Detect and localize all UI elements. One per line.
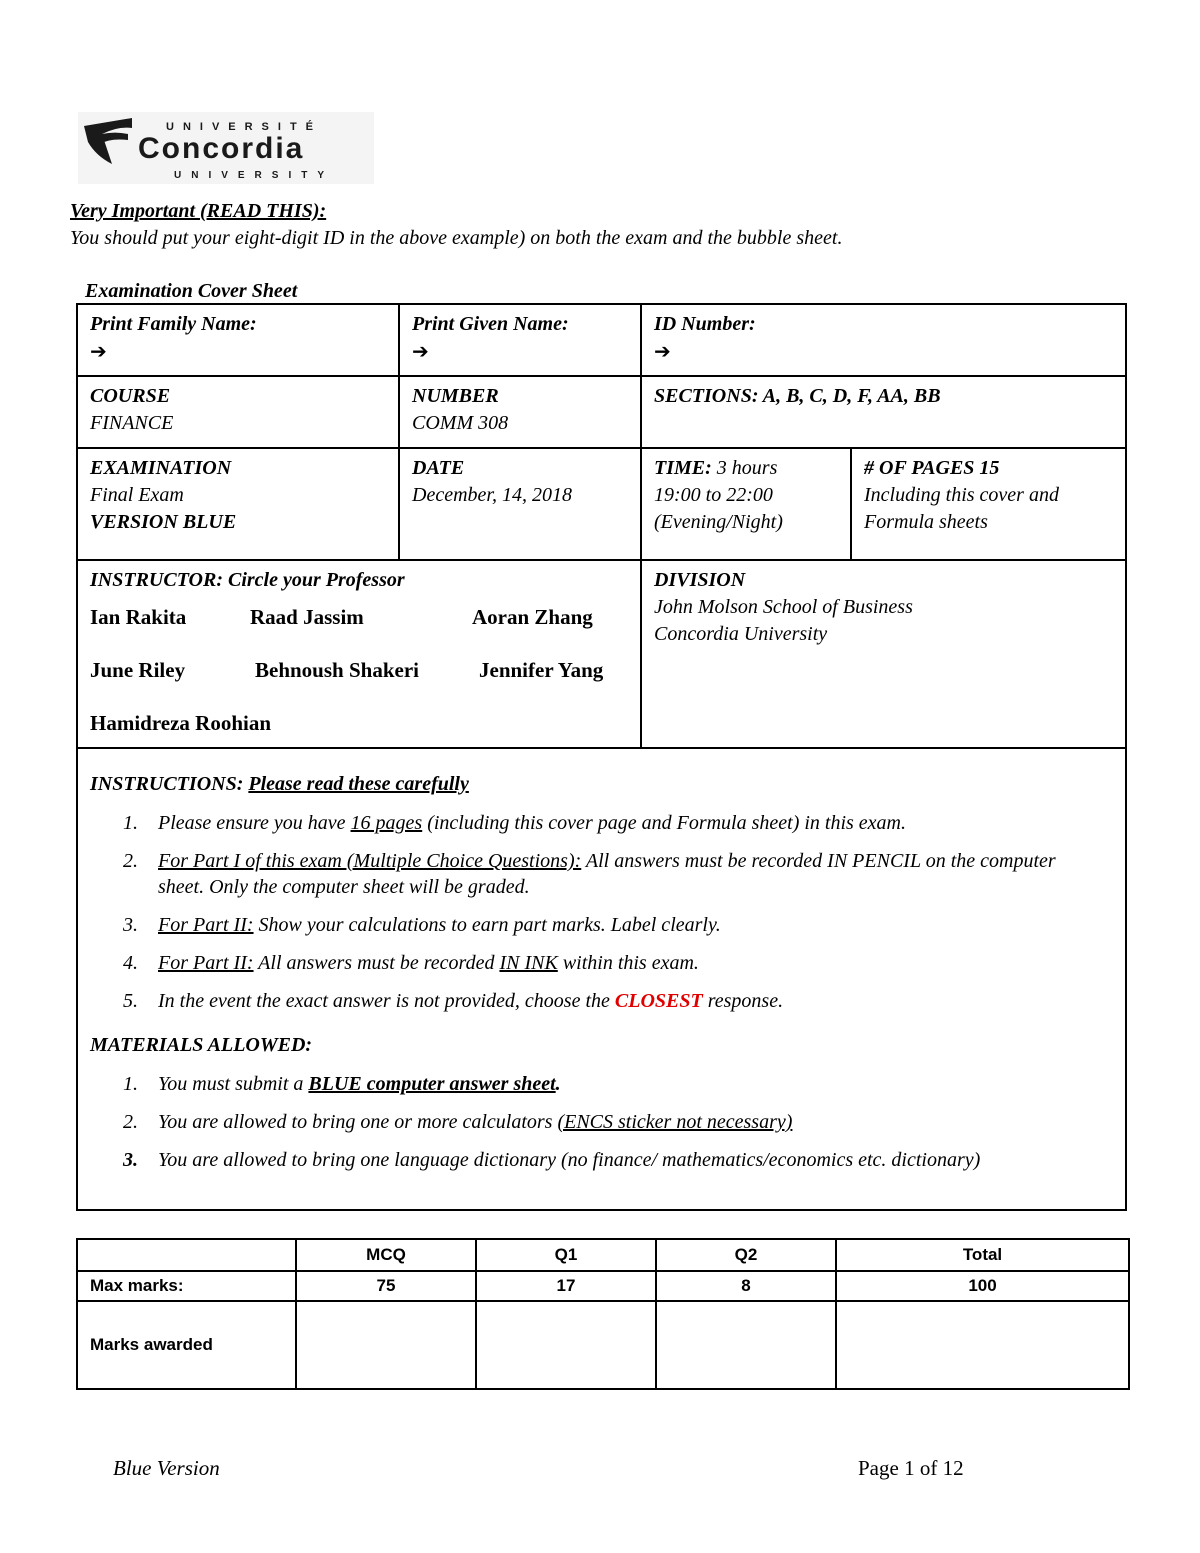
logo-bottom-text: UNIVERSITY	[174, 170, 335, 181]
course-cell	[77, 376, 399, 448]
number-label: NUMBER	[412, 385, 499, 407]
time-range: 19:00 to 22:00	[654, 484, 773, 506]
pages-note-2: Formula sheets	[864, 511, 988, 533]
closest-emphasis: CLOSEST	[614, 990, 703, 1012]
table-header-cell: Total	[836, 1239, 1129, 1271]
table-row	[77, 1301, 1129, 1389]
arrow-icon: ➔	[412, 339, 429, 363]
family-name-cell[interactable]	[77, 304, 399, 376]
table-header-cell	[77, 1239, 296, 1271]
time-label: TIME:	[654, 457, 712, 479]
examination-cell	[77, 448, 399, 560]
instructions-list	[90, 810, 1113, 1014]
pages-note-1: Including this cover and	[864, 484, 1059, 506]
list-item: 3. You are allowed to bring one language dictionary (no finance/ mathematics/economics etc. dictionary)	[123, 1149, 981, 1171]
list-item: 2. You are allowed to bring one or more calculators (ENCS sticker not necessary)	[123, 1111, 793, 1133]
instructions-heading-underlined: Please read these carefully	[248, 773, 469, 795]
professor-name[interactable]: Jennifer Yang	[479, 658, 604, 682]
footer-version: Blue Version	[113, 1456, 220, 1480]
version-label: VERSION BLUE	[90, 511, 237, 533]
date-cell	[399, 448, 641, 560]
course-value: FINANCE	[90, 412, 174, 434]
list-item: 3. For Part II: Show your calculations to earn part marks. Label clearly.	[123, 914, 721, 936]
time-value: 3 hours	[711, 457, 778, 479]
professor-name[interactable]: Ian Rakita	[90, 605, 187, 629]
professor-name[interactable]: Aoran Zhang	[472, 605, 593, 629]
given-name-label: Print Given Name:	[412, 313, 569, 335]
list-item: 5. In the event the exact answer is not provided, choose the CLOSEST response.	[123, 990, 784, 1012]
marks-entry-cell[interactable]	[836, 1301, 1129, 1389]
list-item: 4. For Part II: All answers must be recorded IN INK within this exam.	[123, 952, 699, 974]
pages-cell	[851, 448, 1126, 560]
arrow-icon: ➔	[654, 339, 671, 363]
arrow-icon: ➔	[90, 339, 107, 363]
course-label: COURSE	[90, 385, 171, 407]
materials-list	[90, 1071, 1113, 1173]
professor-name[interactable]: Behnoush Shakeri	[255, 658, 419, 682]
examination-label: EXAMINATION	[90, 457, 232, 479]
cover-sheet-title: Examination Cover Sheet	[85, 280, 298, 302]
id-number-cell[interactable]	[641, 304, 1126, 376]
logo-name-text: Concordia	[138, 132, 305, 165]
family-name-label: Print Family Name:	[90, 313, 257, 335]
professor-name[interactable]: June Riley	[90, 658, 186, 682]
max-marks-label: Max marks:	[77, 1271, 296, 1301]
date-value: December, 14, 2018	[412, 484, 572, 506]
table-header-cell: Q1	[476, 1239, 656, 1271]
table-cell: 8	[656, 1271, 836, 1301]
list-item: 2. For Part I of this exam (Multiple Choice Questions): All answers must be recorded IN PENCIL on the computer sheet. Only the computer sheet will be graded.	[123, 850, 1056, 898]
sections-label: SECTIONS: A, B, C, D, F, AA, BB	[654, 385, 941, 407]
table-row	[77, 1271, 1129, 1301]
cover-sheet-table	[76, 303, 1127, 1211]
instructions-heading: INSTRUCTIONS: Please read these carefully	[90, 773, 469, 795]
table-cell: 17	[476, 1271, 656, 1301]
list-item: 1. Please ensure you have 16 pages (including this cover page and Formula sheet) in this exam.	[123, 812, 907, 834]
division-line-1: John Molson School of Business	[654, 596, 913, 618]
instructions-cell	[77, 748, 1126, 1210]
table-row	[77, 1239, 1129, 1271]
instructor-label: INSTRUCTOR: Circle your Professor	[90, 569, 405, 591]
materials-heading: MATERIALS ALLOWED:	[90, 1034, 313, 1056]
id-number-label: ID Number:	[654, 313, 756, 335]
marks-entry-cell[interactable]	[296, 1301, 476, 1389]
marks-entry-cell[interactable]	[476, 1301, 656, 1389]
notice-heading: Very Important (READ THIS):	[70, 200, 327, 222]
important-notice	[70, 198, 842, 252]
instructor-cell	[77, 560, 641, 748]
date-label: DATE	[412, 457, 465, 479]
pages-label: # OF PAGES 15	[864, 457, 1000, 479]
list-item: 1. You must submit a BLUE computer answer sheet.	[123, 1073, 561, 1095]
logo-top-text: UNIVERSITÉ	[166, 121, 323, 133]
concordia-logo	[78, 112, 374, 184]
marks-awarded-label: Marks awarded	[77, 1301, 296, 1389]
table-header-cell: Q2	[656, 1239, 836, 1271]
professor-name[interactable]: Raad Jassim	[250, 605, 364, 629]
notice-text: You should put your eight-digit ID in the above example) on both the exam and the bubble sheet.	[70, 227, 843, 249]
footer-page-number: Page 1 of 12	[858, 1456, 964, 1480]
number-cell	[399, 376, 641, 448]
number-value: COMM 308	[412, 412, 509, 434]
sections-cell	[641, 376, 1126, 448]
table-header-cell: MCQ	[296, 1239, 476, 1271]
table-cell: 100	[836, 1271, 1129, 1301]
time-note: (Evening/Night)	[654, 511, 783, 533]
table-cell: 75	[296, 1271, 476, 1301]
division-cell	[641, 560, 1126, 748]
marks-entry-cell[interactable]	[656, 1301, 836, 1389]
given-name-cell[interactable]	[399, 304, 641, 376]
professor-name[interactable]: Hamidreza Roohian	[90, 711, 272, 735]
examination-value: Final Exam	[90, 484, 184, 506]
division-label: DIVISION	[654, 569, 746, 591]
time-cell	[641, 448, 851, 560]
division-line-2: Concordia University	[654, 623, 828, 645]
marks-table	[76, 1238, 1130, 1390]
